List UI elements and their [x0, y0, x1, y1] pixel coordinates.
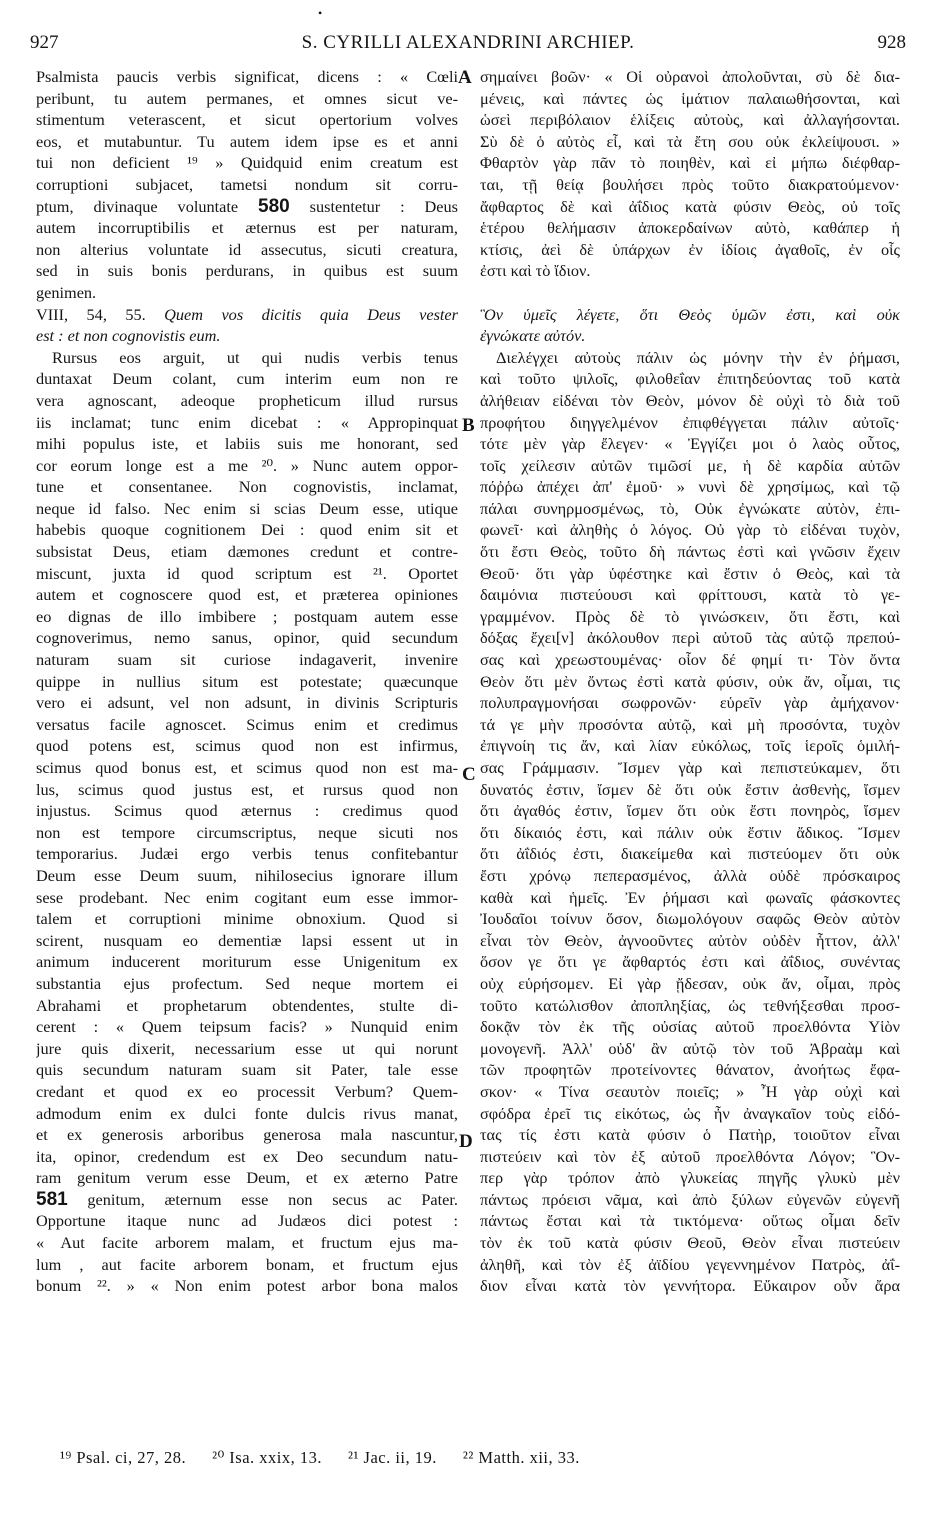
section-number: VIII, 54, 55. — [36, 304, 165, 324]
greek-line: Ἰουδαῖοι τοίνυν ὅσον, διωμολόγουν σαφῶς Θεὸν αὐτὸν — [480, 909, 900, 929]
latin-line-text: genitum, æternum esse non secus ac Pater. — [67, 1189, 458, 1209]
latin-line: credant et quod ex eo processit Verbum? Quem- — [36, 1081, 458, 1101]
greek-line: ται, τῇ θείᾳ βουλήσει πρὸς τοῦτο διακρατούμενον· — [480, 174, 900, 194]
greek-line: Ὃν ὑμεῖς λέγετε, ὅτι Θεὸς ὑμῶν ἐστι, καὶ οὐκ — [480, 304, 900, 324]
latin-line: genimen. — [36, 282, 97, 302]
latin-line: miscunt, juxta id quod scriptum est ²¹. Oportet — [36, 563, 458, 583]
greek-line: ἐγνώκατε αὐτόν. — [480, 326, 586, 346]
latin-line: sese prodebant. Nec enim cogitant eum esse immor- — [36, 887, 458, 907]
greek-line: τά γε μὴν προσόντα αὐτῷ, καὶ μὴ προσόντα, τυχὸν — [480, 714, 900, 734]
latin-line: et ex generosis arboribus generosa mala nascuntur, — [36, 1125, 458, 1145]
greek-line: Σὺ δὲ ὁ αὐτὸς εἶ, καὶ τὰ ἔτη σου οὐκ ἐκλείψουσι. » — [480, 131, 900, 151]
footnotes — [60, 1448, 900, 1468]
greek-line: τοῖς χείλεσιν αὐτῶν τιμῶσί με, ἡ δὲ καρδία αὐτῶν — [480, 455, 900, 475]
greek-line: ἀλήθειαν εἰδέναι τὸν Θεὸν, μόνον δὲ οὐχὶ τὸ διὰ τοῦ — [480, 390, 900, 410]
latin-line: cor eorum longe est a me ²⁰. » Nunc autem oppor- — [36, 455, 458, 475]
left-page-number: 927 — [30, 32, 59, 53]
greek-line: προφήτου διηγγελμένον ἐπιφθέγγεται πάλιν αὐτοῖς· — [480, 412, 900, 432]
latin-line: animum inducerent moriturum esse Unigenitum ex — [36, 952, 458, 972]
greek-line: δαιμόνια πιστεύουσι καὶ φρίττουσι, κατὰ τὸ γε- — [480, 585, 900, 605]
greek-line: πόῤῥω ἀπέχει ἀπ' ἐμοῦ· » νυνὶ δὲ χρησίμως, καὶ τῷ — [480, 477, 900, 497]
lemma-text: Quem vos dicitis quia Deus vester — [164, 304, 458, 324]
latin-line: lum , aut facite arborem bonam, et fructum ejus — [36, 1254, 458, 1274]
greek-line: πάντως ἔσται καὶ τὰ τικτόμενα· οὕτως οἶμαι δεῖν — [480, 1211, 900, 1231]
greek-line: τας τίς ἐστι κατὰ φύσιν ὁ Πατὴρ, τοιοῦτον εἶναι — [480, 1125, 900, 1145]
latin-line: est : et non cognovistis eum. — [36, 326, 221, 346]
running-title: S. CYRILLI ALEXANDRINI ARCHIEP. — [301, 32, 635, 53]
latin-line: ram genitum verum esse Deum, et ex æterno Patre — [36, 1168, 458, 1188]
greek-line: κτίσις, ἀεὶ δὲ ὑπάρχων ἐν ἰδίοις ἀγαθοῖς, ἐν οἷς — [480, 239, 900, 259]
greek-line: διον εἶναι κατὰ τὸν γεννήτορα. Εὔκαιρον οὖν ἄρα — [480, 1276, 900, 1296]
greek-line: περ γὰρ τρόπον ἀπὸ γλυκείας πηγῆς γλυκὺ μὲν — [480, 1168, 900, 1188]
greek-line: καθὰ καὶ ἡμεῖς. Ἐν ῥήμασι καὶ φωναῖς φάσκοντες — [480, 887, 900, 907]
greek-line: δυνατός ἐστιν, ἴσμεν δὲ ὅτι οὐκ ἔστιν ἀσθενὴς, ἴσμεν — [480, 779, 900, 799]
latin-line: eo dignas de illo imbibere ; postquam autem esse — [36, 606, 458, 626]
margin-letter-d: D — [459, 1131, 473, 1152]
latin-line — [36, 196, 458, 218]
latin-line: non est tempore circumscriptus, neque sicuti nos — [36, 822, 458, 842]
latin-line: neque id falso. Nec enim si scias Deum esse, utique — [36, 498, 458, 518]
latin-line: « Aut facite arborem malam, et fructum ejus ma- — [36, 1233, 458, 1253]
greek-line: ἐστι καὶ τὸ ἴδιον. — [480, 261, 591, 281]
greek-line: σκον· « Τίνα σεαυτὸν ποιεῖς; » Ἦ γὰρ οὐχὶ καὶ — [480, 1081, 900, 1101]
latin-line-tail: sustentetur : Deus — [289, 196, 458, 216]
greek-column — [480, 66, 900, 1297]
latin-line: quod potens est, scimus quod non est infirmus, — [36, 736, 458, 756]
latin-line: jure quis dixerit, necessarium esse ut qui norunt — [36, 1038, 458, 1058]
latin-line: autem et cognoscere quod est, et præterea opiniones — [36, 585, 458, 605]
latin-line: ita, opinor, credendum est ex Deo secundum natu- — [36, 1146, 458, 1166]
latin-line: sed in suis bonis perdurans, in quibus est suum — [36, 261, 458, 281]
latin-line: Deum esse Deum suum, nihilosecius ignorare illum — [36, 865, 458, 885]
greek-line: ἑτέρου θελήμασιν ἀποκερδαίνων αὐτὸ, καθάπερ ἡ — [480, 218, 900, 238]
latin-line: habebis quoque cognitionem Dei : quod enim sit et — [36, 520, 458, 540]
latin-line — [36, 1189, 458, 1211]
latin-line: talem et corruptioni minime obnoxium. Quod si — [36, 909, 458, 929]
margin-letter-b: B — [462, 415, 475, 436]
greek-line: πάλαι συνηρμοσμένως, τὸ, Οὐκ ἐγνώκατε αὐτὸν, ἐπι- — [480, 498, 900, 518]
latin-line: cerent : « Quem teipsum facis? » Nunquid enim — [36, 1017, 458, 1037]
greek-line: τότε μὲν γὰρ ἔλεγεν· « Ἐγγίζει μοι ὁ λαὸς οὗτος, — [480, 434, 900, 454]
footnote-rule — [36, 1437, 900, 1438]
greek-line: μονογενῆ. Ἀλλ' οὐδ' ἂν αὐτῷ τὸν τοῦ Ἀβραὰμ καὶ — [480, 1038, 900, 1058]
page-header — [30, 32, 906, 58]
latin-line: corruptioni subjacet, tametsi nondum sit corru- — [36, 174, 458, 194]
greek-line: πιστεύειν καὶ τὸν ἐξ αὐτοῦ προελθόντα Λόγον; Ὃν- — [480, 1146, 900, 1166]
latin-line: autem incorruptibilis et æternus est per naturam, — [36, 218, 458, 238]
greek-line: τὸν ἐκ τοῦ κατὰ φύσιν Θεοῦ, Θεὸν εἶναι πιστεύειν — [480, 1233, 900, 1253]
greek-line: οὐχ εὑρήσομεν. Εἰ γὰρ ᾔδεσαν, οὐκ ἄν, οἶμαι, πρὸς — [480, 973, 900, 993]
latin-line: temporarius. Judæi ergo verbis tenus confitebantur — [36, 844, 458, 864]
latin-line: versatus facile agnoscet. Scimus enim et credimus — [36, 714, 458, 734]
footnote: ²² Matth. xii, 33. — [462, 1448, 580, 1467]
greek-line: ὡσεὶ περιβόλαιον ἑλίξεις αὐτοὺς, καὶ ἀλλαγήσονται. — [480, 110, 900, 130]
latin-line: injustus. Scimus quod æternus : credimus quod — [36, 801, 458, 821]
greek-line: Θεὸν ὅτι μὲν ὄντως ἐστὶ κατὰ φύσιν, οὐκ ἄν, οἶμαι, τις — [480, 671, 900, 691]
greek-line: Θεοῦ· ὅτι γὰρ ὑφέστηκε καὶ ἔστιν ὁ Θεὸς, καὶ τὰ — [480, 563, 900, 583]
spacer-line — [480, 282, 900, 304]
latin-line: cognoverimus, nemo sanus, opinor, quid secundum — [36, 628, 458, 648]
latin-line: Opportune itaque nunc ad Judæos dici potest : — [36, 1211, 458, 1231]
greek-line: ἔστι χρόνῳ πεπερασμένος, ἀλλὰ οὐδὲ πρόσκαιρος — [480, 865, 900, 885]
greek-line: ὅτι δίκαιός ἐστι, καὶ πάλιν οὐκ ἔστιν ἄδικος. Ἴσμεν — [480, 822, 900, 842]
latin-line: Abrahami et prophetarum obtendentes, stulte di- — [36, 995, 458, 1015]
greek-line: ὅτι ἀγαθός ἐστιν, ἴσμεν ὅτι οὐκ ἔστι πονηρὸς, ἴσμεν — [480, 801, 900, 821]
right-page-number: 928 — [877, 32, 906, 53]
latin-line: eos, et mutabuntur. Tu autem idem ipse es et anni — [36, 131, 458, 151]
latin-line: quis secundum naturam suam sit Pater, tale esse — [36, 1060, 458, 1080]
latin-line: stimentum veterascent, et sicut opertorium volves — [36, 110, 458, 130]
latin-line: duntaxat Deum colant, cum interim eum non re — [36, 369, 458, 389]
latin-line: bonum ²². » « Non enim potest arbor bona malos — [36, 1276, 458, 1296]
footnote: ²¹ Jac. ii, 19. — [348, 1448, 437, 1467]
greek-line: ὅτι ἔστι Θεὸς, τοῦτο δὴ πάντως ἐστὶ καὶ γνῶσιν ἔχειν — [480, 542, 900, 562]
latin-line: naturam suam sit curiose indagaverit, invenire — [36, 650, 458, 670]
latin-line: subsistat Deus, etiam dæmones credunt et contre- — [36, 542, 458, 562]
greek-line: τοῦτο κατώλισθον ἀποπληξίας, ὡς τεθνήξεσθαι προσ- — [480, 995, 900, 1015]
greek-line: τῶν προφητῶν προτείνοντες θάνατον, ἀνοήτως ἔφα- — [480, 1060, 900, 1080]
footnote: ²⁰ Isa. xxix, 13. — [212, 1448, 323, 1467]
greek-line: καὶ τοῦτο ψιλοῖς, φιλοθεΐαν ἐπιτηδεύοντας τοῦ κατὰ — [480, 369, 900, 389]
latin-line: non alterius voluntate id assecutus, sicuti creatura, — [36, 239, 458, 259]
latin-line — [36, 304, 458, 326]
column-number-580: 580 — [258, 195, 290, 217]
latin-line: scimus quod bonus est, et scimus quod non est ma- — [36, 758, 458, 777]
latin-line: mihi populus iste, et labiis suis me honorant, sed — [36, 434, 458, 454]
margin-letter-c: C — [462, 764, 476, 785]
footnote: ¹⁹ Psal. ci, 27, 28. — [60, 1448, 187, 1467]
greek-line: ἐπιγνοίη τις ἄν, καὶ λίαν εὐκόλως, τοῖς ἱεροῖς ὁμιλή- — [480, 736, 900, 756]
greek-line: πολυπραγμονήσαι σωφρονῶν· εὑρεῖν γὰρ ἀμήχανον· — [480, 693, 900, 713]
latin-line: admodum enim ex dulci fonte dulcis rivus manat, — [36, 1103, 458, 1123]
greek-line: σας καὶ χρεωστουμένας· οἷον δέ φημί τι· Τὸν ὄντα — [480, 650, 900, 670]
greek-line: ὅσον γε ὅτι γε ἄφθαρτός ἐστι καὶ ἀΐδιος, συνέντας — [480, 952, 900, 972]
latin-line: iis inclamat; tunc enim dicebat : « Appropinquat — [36, 412, 458, 432]
latin-line: scirent, nusquam eo dementiæ lapsi essent ut in — [36, 930, 458, 950]
greek-line: ὅτι ἀΐδιός ἐστι, διακείμεθα καὶ πιστεύομεν ὅτι οὐκ — [480, 844, 900, 864]
greek-line: ἀληθῆ, καὶ τὸν ἐξ ἀϊδίου γεγεννημένον Πατρὸς, ἀΐ- — [480, 1254, 900, 1274]
greek-line: φωνεῖ· καὶ ἀληθὴς ὁ λόγος. Οὐ γὰρ τὸ εἰδέναι τυχὸν, — [480, 520, 900, 540]
latin-line: Psalmista paucis verbis significat, dicens : « Cœli — [36, 67, 458, 86]
margin-letter-a: A — [458, 67, 472, 88]
greek-line: σημαίνει βοῶν· « Οἱ οὐρανοὶ ἀπολοῦνται, σὺ δὲ δια- — [480, 67, 900, 86]
greek-line: Διελέγχει αὐτοὺς πάλιν ὡς μόνην τὴν ἐν ῥήμασι, — [496, 347, 900, 367]
greek-line: Φθαρτὸν γὰρ πᾶν τὸ ποιηθὲν, καὶ εἰ μήπω διέφθαρ- — [480, 153, 900, 173]
greek-line: ἄφθαρτος δὲ καὶ ἀΐδιος κατὰ φύσιν Θεὸς, οὐ τοῖς — [480, 196, 900, 216]
latin-line-text: ptum, divinaque voluntate — [36, 196, 259, 216]
latin-column — [36, 66, 458, 1297]
latin-line: quippe in nullius situm est potestate; quæcunque — [36, 671, 458, 691]
top-mark: • — [318, 6, 323, 20]
latin-line: vera agnoscant, adeoque propheticum illud rursus — [36, 390, 458, 410]
latin-line: vero ei adsunt, vel non adsunt, in divinis Scripturis — [36, 693, 458, 713]
latin-line: tui non deficient ¹⁹ » Quidquid enim creatum est — [36, 153, 458, 173]
greek-line: σφόδρα ἐρεῖ τις εἰκότως, ὡς ἦν ἀναγκαῖον τοὺς εἰδό- — [480, 1103, 900, 1123]
latin-line: substantia ejus profectum. Sed neque mortem ei — [36, 973, 458, 993]
latin-line: tune et consentanee. Non cognovistis, inclamat, — [36, 477, 458, 497]
latin-line: peribunt, tu autem permanes, et omnes sicut ve- — [36, 88, 458, 108]
greek-line: δόξας ἔχει[ν] ἀκόλουθον περὶ αὐτοῦ τὰς αὐτῷ πρεπού- — [480, 628, 900, 648]
greek-line: σας Γράμμασιν. Ἴσμεν γὰρ καὶ πεπιστεύκαμεν, ὅτι — [480, 758, 900, 777]
greek-line: γραμμένον. Πρὸς δὲ τὸ γινώσκειν, ὅτι ἔστι, καὶ — [480, 606, 900, 626]
latin-line: lus, scimus quod justus est, et rursus quod non — [36, 779, 458, 799]
greek-line: πάντως πρόεισι νᾶμα, καὶ ἀπὸ ξύλων εὐγενῶν εὐγενῆ — [480, 1189, 900, 1209]
greek-line: εἶναι τὸν Θεὸν, ἀγνοοῦντες αὐτὸν οὐδὲν ἧττον, ἀλλ' — [480, 930, 900, 950]
greek-line: μένεις, καὶ πάντες ὡς ἱμάτιον παλαιωθήσονται, καὶ — [480, 88, 900, 108]
latin-line: Rursus eos arguit, ut qui nudis verbis tenus — [52, 347, 458, 367]
column-number-581: 581 — [36, 1188, 68, 1210]
greek-line: δοκᾷν τὸν ἐκ τῆς οὐσίας αὐτοῦ προελθόντα Υἱὸν — [480, 1017, 900, 1037]
